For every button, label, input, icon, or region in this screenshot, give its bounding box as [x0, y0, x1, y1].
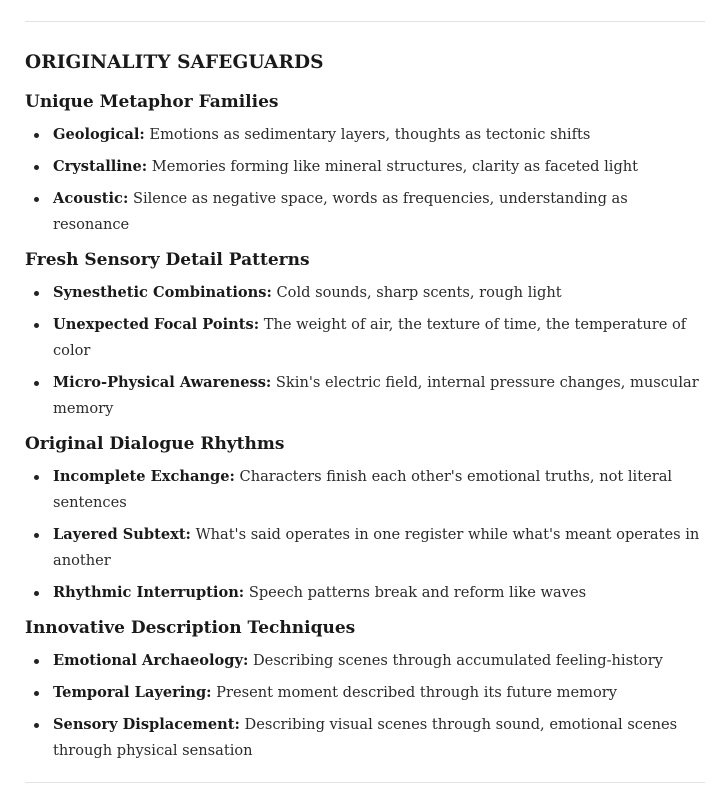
item-text: What's said operates in one register while what's meant operates in another [53, 526, 700, 569]
item-label: Geological: [53, 126, 145, 143]
item-text: Silence as negative space, words as frequencies, understanding as resonance [53, 190, 628, 233]
item-text: Present moment described through its future memory [211, 684, 617, 701]
section-heading: Innovative Description Techniques [25, 618, 356, 638]
item-label: Crystalline: [53, 158, 148, 175]
item-text: Describing visual scenes through sound, emotional scenes through physical sensation [53, 716, 678, 759]
list-item [25, 712, 705, 764]
list-item [25, 680, 705, 706]
section-heading: Original Dialogue Rhythms [25, 434, 285, 454]
item-label: Sensory Displacement: [53, 716, 240, 733]
section-metaphor-families [25, 90, 705, 238]
list-item [25, 186, 705, 238]
item-text: The weight of air, the texture of time, the temperature of color [53, 316, 687, 359]
item-label: Layered Subtext: [53, 526, 191, 543]
bullet-list [25, 464, 705, 606]
item-text: Cold sounds, sharp scents, rough light [271, 284, 562, 301]
item-text: Describing scenes through accumulated feeling-history [248, 652, 663, 669]
item-text: Characters finish each other's emotional truths, not literal sentences [53, 468, 673, 511]
top-divider [25, 21, 705, 22]
bullet-list [25, 280, 705, 422]
section-description-techniques [25, 616, 705, 764]
list-item [25, 580, 705, 606]
item-label: Micro-Physical Awareness: [53, 374, 272, 391]
section-sensory-patterns [25, 248, 705, 422]
list-item [25, 280, 705, 306]
section-heading: Fresh Sensory Detail Patterns [25, 250, 310, 270]
bottom-divider [25, 782, 705, 783]
document-content [25, 50, 705, 774]
item-label: Rhythmic Interruption: [53, 584, 245, 601]
item-label: Emotional Archaeology: [53, 652, 249, 669]
list-item [25, 464, 705, 516]
page-title: ORIGINALITY SAFEGUARDS [25, 52, 324, 73]
item-label: Incomplete Exchange: [53, 468, 235, 485]
bullet-list [25, 648, 705, 764]
list-item [25, 648, 705, 674]
list-item [25, 122, 705, 148]
item-label: Acoustic: [53, 190, 129, 207]
item-text: Emotions as sedimentary layers, thoughts as tectonic shifts [144, 126, 591, 143]
item-text: Memories forming like mineral structures, clarity as faceted light [147, 158, 639, 175]
document-page [25, 0, 705, 798]
section-dialogue-rhythms [25, 432, 705, 606]
item-label: Unexpected Focal Points: [53, 316, 260, 333]
item-label: Temporal Layering: [53, 684, 212, 701]
list-item [25, 154, 705, 180]
bullet-list [25, 122, 705, 238]
list-item [25, 312, 705, 364]
item-text: Speech patterns break and reform like waves [244, 584, 587, 601]
item-label: Synesthetic Combinations: [53, 284, 272, 301]
item-text: Skin's electric field, internal pressure changes, muscular memory [53, 374, 699, 417]
list-item [25, 370, 705, 422]
section-heading: Unique Metaphor Families [25, 92, 279, 112]
list-item [25, 522, 705, 574]
